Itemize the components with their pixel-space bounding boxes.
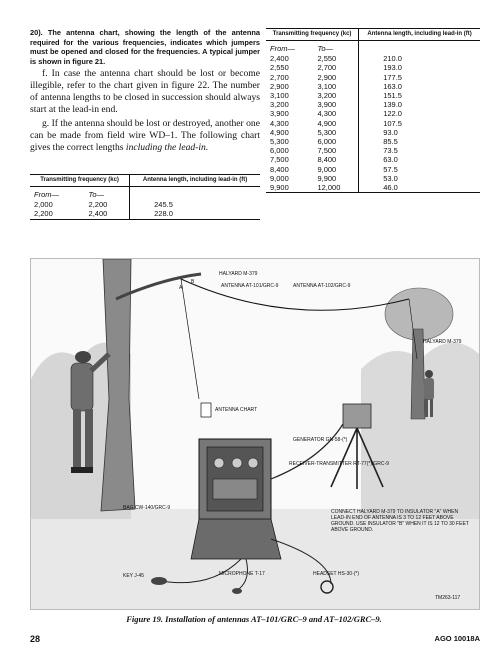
cell-from: 2,900: [270, 81, 289, 91]
ago-code: AGO 10018A: [434, 634, 480, 643]
cell-from: 4,300: [270, 118, 289, 128]
cell-length: 93.0: [383, 127, 398, 137]
cell-from: 2,200: [34, 209, 53, 219]
cell-length: 107.5: [383, 118, 402, 128]
label-halyard-right: HALYARD M-379: [423, 339, 462, 345]
antenna-length-table-left: [30, 174, 260, 220]
cell-from: 2,000: [34, 200, 53, 210]
sub-to: To—: [85, 187, 130, 201]
header-frequency: Transmitting frequency (kc): [266, 29, 359, 41]
table-row: [266, 119, 480, 128]
cell-to: 2,200: [85, 200, 130, 209]
figure-caption: Figure 19. Installation of antennas AT–101/GRC–9 and AT–102/GRC–9.: [126, 614, 382, 624]
cell-from: 3,100: [270, 91, 289, 101]
label-point-b: B: [191, 279, 195, 285]
table-row: [266, 91, 480, 100]
cell-from: 2,550: [270, 63, 289, 73]
header-frequency: Transmitting frequency (kc): [30, 175, 130, 187]
table-row: [266, 137, 480, 146]
table-row: [30, 209, 260, 218]
table-row: [266, 146, 480, 155]
sub-to: To—: [313, 41, 358, 55]
cell-from: 6,000: [270, 146, 289, 156]
sub-empty: [130, 187, 260, 201]
cell-to: 2,400: [85, 209, 130, 218]
cell-length: 57.5: [383, 164, 398, 174]
table-row: [266, 73, 480, 82]
cell-to: 12,000: [313, 183, 358, 192]
cell-from: 4,900: [270, 127, 289, 137]
cell-length: 151.5: [383, 91, 402, 101]
sub-empty: [359, 41, 480, 55]
cell-to: 9,000: [313, 165, 358, 174]
cell-length: 139.0: [383, 100, 402, 110]
key-drawing: [151, 577, 167, 585]
cell-length: 210.0: [383, 54, 402, 64]
cell-from: 7,500: [270, 155, 289, 165]
cell-from: 3,900: [270, 109, 289, 119]
lead-in-wire: [181, 279, 199, 399]
cell-from: 2,400: [270, 54, 289, 64]
table-row: [266, 183, 480, 192]
page-number: 28: [30, 634, 41, 644]
generator-cable: [271, 424, 343, 479]
cell-length: 245.5: [154, 200, 173, 210]
sub-from: From—: [270, 44, 295, 53]
cell-to: 3,900: [313, 100, 358, 109]
connect-note: CONNECT HALYARD M-379 TO INSULATOR "A" WHEN LEAD-IN END OF ANTENNA IS 3 TO 12 FEET ABOVE GROUND. USE INSULATOR "B" WHEN IT IS 12 TO 30 FEET ABOVE GROUND.: [331, 509, 469, 533]
paragraph-g-text: g. If the antenna should be lost or destroyed, another one can be made from field wire WD–1. The following chart gives the correct lengths: [30, 118, 260, 154]
cell-length: 73.5: [383, 146, 398, 156]
cell-length: 228.0: [154, 209, 173, 219]
cell-from: 5,300: [270, 137, 289, 147]
label-antenna-chart: ANTENNA CHART: [215, 407, 258, 413]
cell-to: 8,400: [313, 155, 358, 164]
cell-to: 9,900: [313, 174, 358, 183]
paragraph-g-emphasis: including the lead-in.: [125, 142, 209, 154]
cell-to: 4,900: [313, 119, 358, 128]
cell-length: 122.0: [383, 109, 402, 119]
paragraph-f: f. In case the antenna chart should be lost or become illegible, refer to the chart given in figure 22. The number of antenna lengths to be closed in succession should always start at the lead-in end.: [30, 68, 260, 116]
label-generator: GENERATOR GN-58-(*): [293, 437, 348, 443]
table-row: [266, 155, 480, 164]
cell-length: 193.0: [383, 63, 402, 73]
antenna-chart-tag: [201, 403, 211, 417]
cell-to: 5,300: [313, 128, 358, 137]
antenna-installation-drawing: [31, 259, 479, 609]
cell-length: 46.0: [383, 183, 398, 193]
cell-from: 3,200: [270, 100, 289, 110]
header-length: Antenna length, including lead-in (ft): [130, 175, 260, 187]
cell-length: 177.5: [383, 72, 402, 82]
table-right: [266, 28, 480, 192]
table-row: [266, 109, 480, 118]
label-microphone: MICROPHONE T-17: [219, 571, 265, 577]
label-key: KEY J-45: [123, 573, 145, 579]
cell-to: 7,500: [313, 146, 358, 155]
table-row: [266, 63, 480, 72]
table-row: [266, 128, 480, 137]
cell-to: 3,100: [313, 82, 358, 91]
label-bag: BAG CW-140/GRC-9: [123, 505, 171, 511]
label-antenna-101: ANTENNA AT-101/GRC-9: [221, 283, 279, 289]
cell-to: 4,300: [313, 109, 358, 118]
left-column: [30, 28, 260, 156]
label-tm-code: TM263-117: [435, 595, 461, 601]
label-halyard-top: HALYARD M-379: [219, 271, 258, 277]
table-row: [266, 54, 480, 63]
cell-to: 6,000: [313, 137, 358, 146]
cell-length: 53.0: [383, 173, 398, 183]
table-row: [30, 200, 260, 209]
antenna-length-table-right: [266, 28, 480, 193]
cell-to: 3,200: [313, 91, 358, 100]
label-point-a: A: [179, 285, 183, 291]
table-row: [266, 165, 480, 174]
sub-from: From—: [34, 190, 59, 199]
connect-note-wrapper: [331, 509, 471, 549]
microphone-drawing: [232, 588, 242, 594]
cell-to: 2,900: [313, 73, 358, 82]
cell-from: 9,900: [270, 183, 289, 193]
cell-to: 2,550: [313, 54, 358, 63]
sub-header-row: [266, 41, 480, 55]
table-left: [30, 174, 260, 219]
cell-length: 63.0: [383, 155, 398, 165]
cell-to: 2,700: [313, 63, 358, 72]
header-length: Antenna length, including lead-in (ft): [359, 29, 480, 41]
radio-set-drawing: [191, 439, 281, 559]
table-row: [266, 82, 480, 91]
paragraph-g: [30, 118, 260, 154]
cell-from: 8,400: [270, 164, 289, 174]
cell-from: 2,700: [270, 72, 289, 82]
paragraph-continuation: 20). The antenna chart, showing the length of the antenna required for the various frequencies, indicates which jumpers must be opened and closed for the frequencies. A typical jumper is shown in figure 21.: [30, 28, 260, 66]
cell-from: 9,000: [270, 173, 289, 183]
label-receiver: RECEIVER-TRANSMITTER RT-77(*)/GRC-9: [289, 461, 389, 467]
sub-header-row: [30, 187, 260, 201]
cell-length: 163.0: [383, 81, 402, 91]
cell-length: 85.5: [383, 137, 398, 147]
label-antenna-102: ANTENNA AT-102/GRC-9: [293, 283, 351, 289]
table-row: [266, 100, 480, 109]
label-headset: HEADSET HS-30-(*): [313, 571, 360, 577]
table-row: [266, 174, 480, 183]
figure-19-illustration: [30, 258, 480, 610]
